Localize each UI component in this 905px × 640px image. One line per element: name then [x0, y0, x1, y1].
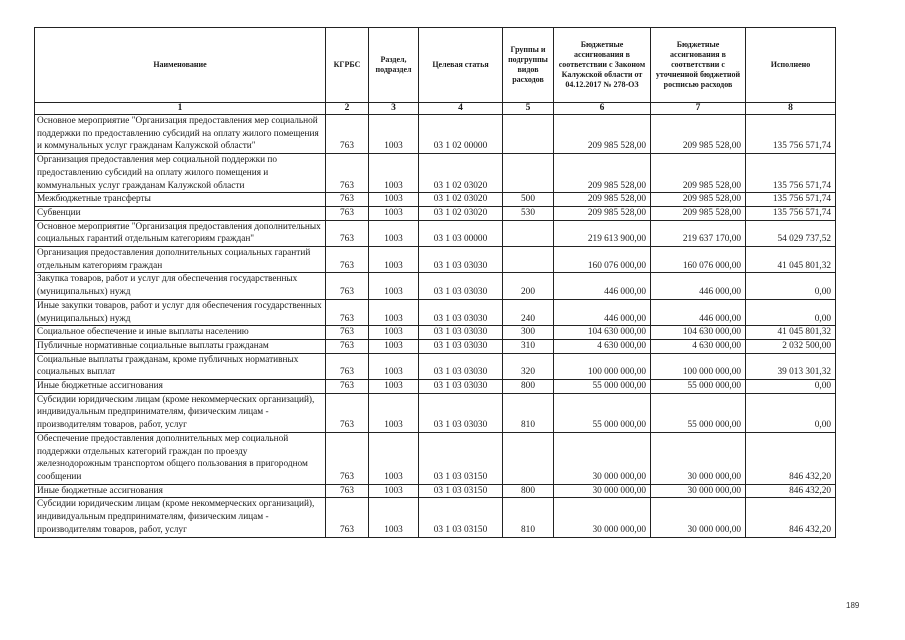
row-section: 1003 [369, 206, 419, 220]
row-law-amount: 30 000 000,00 [554, 432, 651, 484]
column-number: 5 [503, 103, 554, 115]
row-law-amount: 160 076 000,00 [554, 247, 651, 273]
row-group: 810 [503, 393, 554, 432]
row-group: 800 [503, 484, 554, 498]
row-group: 530 [503, 206, 554, 220]
row-target: 03 1 03 00000 [419, 220, 503, 246]
row-name: Иные бюджетные ассигнования [35, 484, 326, 498]
row-law-amount: 446 000,00 [554, 299, 651, 325]
row-kgrbs: 763 [326, 247, 369, 273]
row-law-amount: 104 630 000,00 [554, 326, 651, 340]
column-number: 8 [746, 103, 836, 115]
row-kgrbs: 763 [326, 380, 369, 394]
row-target: 03 1 02 03020 [419, 206, 503, 220]
row-executed-amount: 0,00 [746, 393, 836, 432]
row-kgrbs: 763 [326, 273, 369, 299]
header-section: Раздел, подраздел [369, 28, 419, 103]
row-executed-amount: 41 045 801,32 [746, 247, 836, 273]
table-row [35, 353, 836, 379]
row-group: 300 [503, 326, 554, 340]
row-target: 03 1 03 03150 [419, 498, 503, 537]
row-executed-amount: 135 756 571,74 [746, 193, 836, 207]
column-number: 2 [326, 103, 369, 115]
row-target: 03 1 03 03030 [419, 353, 503, 379]
row-refined-amount: 100 000 000,00 [651, 353, 746, 379]
row-group: 500 [503, 193, 554, 207]
table-row [35, 115, 836, 154]
row-kgrbs: 763 [326, 326, 369, 340]
table-row [35, 432, 836, 484]
row-name: Межбюджетные трансферты [35, 193, 326, 207]
table-row [35, 326, 836, 340]
row-law-amount: 100 000 000,00 [554, 353, 651, 379]
row-kgrbs: 763 [326, 393, 369, 432]
row-name: Основное мероприятие "Организация предоставления мер социальной поддержки по предоставлению субсидий на оплату жилого помещения и коммунальных услуг гражданам Калужской области" [35, 115, 326, 154]
row-executed-amount: 135 756 571,74 [746, 115, 836, 154]
column-number-row [35, 103, 836, 115]
row-section: 1003 [369, 326, 419, 340]
row-executed-amount: 0,00 [746, 380, 836, 394]
table-row [35, 484, 836, 498]
row-law-amount: 55 000 000,00 [554, 393, 651, 432]
row-section: 1003 [369, 115, 419, 154]
table-row [35, 206, 836, 220]
header-groups: Группы и подгруппы видов расходов [503, 28, 554, 103]
table-row [35, 154, 836, 193]
row-section: 1003 [369, 380, 419, 394]
row-target: 03 1 02 00000 [419, 115, 503, 154]
row-refined-amount: 160 076 000,00 [651, 247, 746, 273]
row-refined-amount: 104 630 000,00 [651, 326, 746, 340]
row-refined-amount: 219 637 170,00 [651, 220, 746, 246]
table-row [35, 273, 836, 299]
row-section: 1003 [369, 432, 419, 484]
row-law-amount: 209 985 528,00 [554, 206, 651, 220]
row-law-amount: 30 000 000,00 [554, 484, 651, 498]
row-executed-amount: 0,00 [746, 273, 836, 299]
row-executed-amount: 846 432,20 [746, 484, 836, 498]
row-group: 810 [503, 498, 554, 537]
row-group: 310 [503, 339, 554, 353]
row-name: Публичные нормативные социальные выплаты гражданам [35, 339, 326, 353]
row-executed-amount: 846 432,20 [746, 432, 836, 484]
row-group [503, 432, 554, 484]
table-row [35, 193, 836, 207]
row-kgrbs: 763 [326, 484, 369, 498]
row-kgrbs: 763 [326, 206, 369, 220]
row-refined-amount: 30 000 000,00 [651, 484, 746, 498]
column-number: 4 [419, 103, 503, 115]
row-name: Иные бюджетные ассигнования [35, 380, 326, 394]
row-group: 320 [503, 353, 554, 379]
header-law-allocations: Бюджетные ассигнования в соответствии с Законом Калужской области от 04.12.2017 № 278-ОЗ [554, 28, 651, 103]
row-name: Субсидии юридическим лицам (кроме некоммерческих организаций), индивидуальным предпринимателям, физическим лицам - производителям товаров, работ, услуг [35, 393, 326, 432]
row-section: 1003 [369, 193, 419, 207]
row-law-amount: 446 000,00 [554, 273, 651, 299]
row-law-amount: 209 985 528,00 [554, 115, 651, 154]
row-target: 03 1 03 03030 [419, 299, 503, 325]
row-executed-amount: 135 756 571,74 [746, 154, 836, 193]
row-target: 03 1 03 03030 [419, 393, 503, 432]
table-row [35, 380, 836, 394]
row-name: Обеспечение предоставления дополнительных мер социальной поддержки отдельных категорий граждан по проезду железнодорожным транспортом общего пользования в пригородном сообщении [35, 432, 326, 484]
row-name: Субсидии юридическим лицам (кроме некоммерческих организаций), индивидуальным предпринимателям, физическим лицам - производителям товаров, работ, услуг [35, 498, 326, 537]
row-name: Социальные выплаты гражданам, кроме публичных нормативных социальных выплат [35, 353, 326, 379]
row-target: 03 1 03 03030 [419, 380, 503, 394]
row-section: 1003 [369, 353, 419, 379]
budget-table-sheet [34, 27, 836, 538]
row-group [503, 115, 554, 154]
header-refined-allocations: Бюджетные ассигнования в соответствии с уточненной бюджетной росписью расходов [651, 28, 746, 103]
row-executed-amount: 2 032 500,00 [746, 339, 836, 353]
row-refined-amount: 209 985 528,00 [651, 115, 746, 154]
row-kgrbs: 763 [326, 193, 369, 207]
table-row [35, 339, 836, 353]
row-name: Социальное обеспечение и иные выплаты населению [35, 326, 326, 340]
row-refined-amount: 55 000 000,00 [651, 393, 746, 432]
header-kgrbs: КГРБС [326, 28, 369, 103]
row-refined-amount: 30 000 000,00 [651, 498, 746, 537]
column-number: 7 [651, 103, 746, 115]
row-target: 03 1 03 03030 [419, 326, 503, 340]
page-number: 189 [846, 601, 860, 610]
row-group: 200 [503, 273, 554, 299]
row-executed-amount: 54 029 737,52 [746, 220, 836, 246]
row-section: 1003 [369, 339, 419, 353]
row-section: 1003 [369, 154, 419, 193]
row-name: Закупка товаров, работ и услуг для обеспечения государственных (муниципальных) нужд [35, 273, 326, 299]
header-executed: Исполнено [746, 28, 836, 103]
row-kgrbs: 763 [326, 220, 369, 246]
row-target: 03 1 03 03030 [419, 247, 503, 273]
table-row [35, 393, 836, 432]
row-name: Организация предоставления мер социальной поддержки по предоставлению субсидий на оплату жилого помещения и коммунальных услуг гражданам Калужской области [35, 154, 326, 193]
row-law-amount: 209 985 528,00 [554, 193, 651, 207]
row-target: 03 1 03 03030 [419, 339, 503, 353]
row-group [503, 220, 554, 246]
row-executed-amount: 41 045 801,32 [746, 326, 836, 340]
row-target: 03 1 03 03150 [419, 432, 503, 484]
row-law-amount: 219 613 900,00 [554, 220, 651, 246]
row-section: 1003 [369, 498, 419, 537]
row-refined-amount: 4 630 000,00 [651, 339, 746, 353]
budget-table [34, 27, 836, 538]
row-kgrbs: 763 [326, 154, 369, 193]
row-refined-amount: 209 985 528,00 [651, 193, 746, 207]
row-target: 03 1 02 03020 [419, 193, 503, 207]
row-target: 03 1 02 03020 [419, 154, 503, 193]
row-section: 1003 [369, 299, 419, 325]
row-refined-amount: 446 000,00 [651, 299, 746, 325]
row-kgrbs: 763 [326, 498, 369, 537]
row-name: Иные закупки товаров, работ и услуг для обеспечения государственных (муниципальных) нужд [35, 299, 326, 325]
row-group [503, 154, 554, 193]
row-kgrbs: 763 [326, 299, 369, 325]
row-refined-amount: 30 000 000,00 [651, 432, 746, 484]
row-group: 240 [503, 299, 554, 325]
table-row [35, 498, 836, 537]
row-executed-amount: 846 432,20 [746, 498, 836, 537]
table-body [35, 115, 836, 538]
header-target: Целевая статья [419, 28, 503, 103]
row-section: 1003 [369, 220, 419, 246]
row-executed-amount: 0,00 [746, 299, 836, 325]
row-law-amount: 55 000 000,00 [554, 380, 651, 394]
row-law-amount: 30 000 000,00 [554, 498, 651, 537]
row-refined-amount: 446 000,00 [651, 273, 746, 299]
row-kgrbs: 763 [326, 115, 369, 154]
row-section: 1003 [369, 393, 419, 432]
row-target: 03 1 03 03150 [419, 484, 503, 498]
row-kgrbs: 763 [326, 432, 369, 484]
row-name: Организация предоставления дополнительных социальных гарантий отдельным категориям граждан [35, 247, 326, 273]
row-refined-amount: 55 000 000,00 [651, 380, 746, 394]
row-law-amount: 209 985 528,00 [554, 154, 651, 193]
row-name: Основное мероприятие "Организация предоставления дополнительных социальных гарантий отдельным категориям граждан" [35, 220, 326, 246]
column-number: 3 [369, 103, 419, 115]
row-refined-amount: 209 985 528,00 [651, 154, 746, 193]
row-name: Субвенции [35, 206, 326, 220]
row-executed-amount: 135 756 571,74 [746, 206, 836, 220]
row-target: 03 1 03 03030 [419, 273, 503, 299]
row-executed-amount: 39 013 301,32 [746, 353, 836, 379]
row-section: 1003 [369, 484, 419, 498]
table-row [35, 220, 836, 246]
row-kgrbs: 763 [326, 353, 369, 379]
row-law-amount: 4 630 000,00 [554, 339, 651, 353]
column-number: 1 [35, 103, 326, 115]
column-number: 6 [554, 103, 651, 115]
row-group [503, 247, 554, 273]
header-name: Наименование [35, 28, 326, 103]
row-refined-amount: 209 985 528,00 [651, 206, 746, 220]
row-group: 800 [503, 380, 554, 394]
row-kgrbs: 763 [326, 339, 369, 353]
table-row [35, 247, 836, 273]
table-row [35, 299, 836, 325]
header-row [35, 28, 836, 103]
row-section: 1003 [369, 273, 419, 299]
row-section: 1003 [369, 247, 419, 273]
